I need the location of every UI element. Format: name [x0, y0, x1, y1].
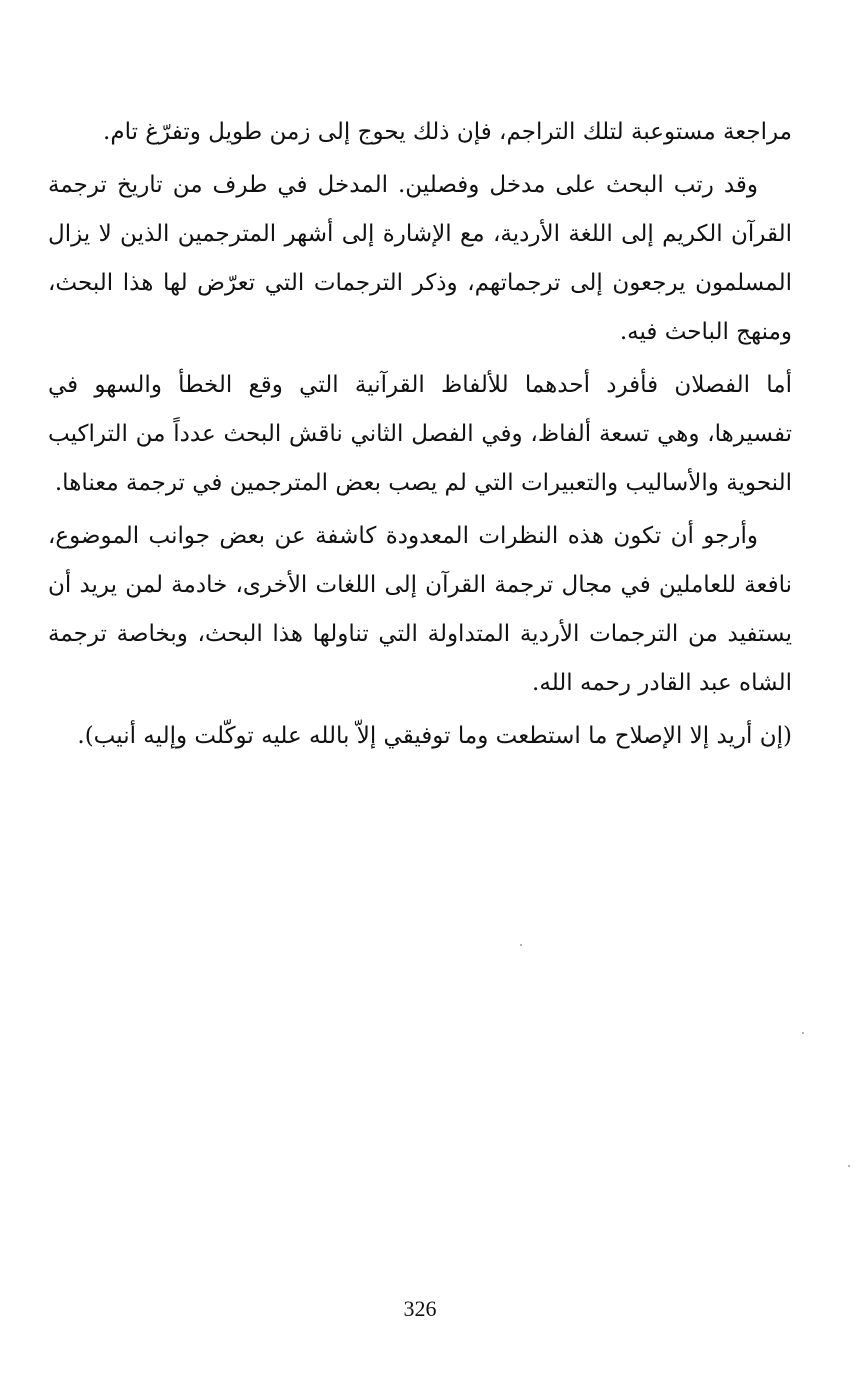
page-number: 326 — [403, 1296, 437, 1321]
scan-speck — [520, 944, 522, 946]
paragraph-hope: وأرجو أن تكون هذه النظرات المعدودة كاشفة عن بعض جوانب الموضوع، نافعة للعاملين في مجال ترجمة القرآن إلى اللغات الأخرى، خادمة لمن يريد أن يستفيد من الترجمات الأردية المتداولة التي تناولها هذا البحث، وبخاصة ترجمة الشاه عبد القادر رحمه الله. — [48, 523, 792, 696]
body-text — [48, 108, 792, 765]
scan-speck — [802, 1032, 804, 1034]
paragraph-quran-verse: (إن أريد إلا الإصلاح ما استطعت وما توفيقي إلاّ بالله عليه توكّلت وإليه أنيب). — [77, 723, 792, 749]
scan-speck — [848, 1165, 850, 1167]
paragraph-chapters: أما الفصلان فأفرد أحدهما للألفاظ القرآنية التي وقع الخطأ والسهو في تفسيرها، وهي تسعة ألفاظ، وفي الفصل الثاني ناقش البحث عدداً من التراكيب النحوية والأساليب والتعبيرات التي لم يصب بعض المترجمين في ترجمة معناها. — [48, 372, 792, 496]
paragraph-structure: وقد رتب البحث على مدخل وفصلين. المدخل في طرف من تاريخ ترجمة القرآن الكريم إلى اللغة الأردية، مع الإشارة إلى أشهر المترجمين الذين لا يزال المسلمون يرجعون إلى ترجماتهم، وذكر الترجمات التي تعرّض لها هذا البحث، ومنهج الباحث فيه. — [48, 172, 792, 345]
paragraph-continuation: مراجعة مستوعبة لتلك التراجم، فإن ذلك يحوج إلى زمن طويل وتفرّغ تام. — [103, 119, 792, 145]
